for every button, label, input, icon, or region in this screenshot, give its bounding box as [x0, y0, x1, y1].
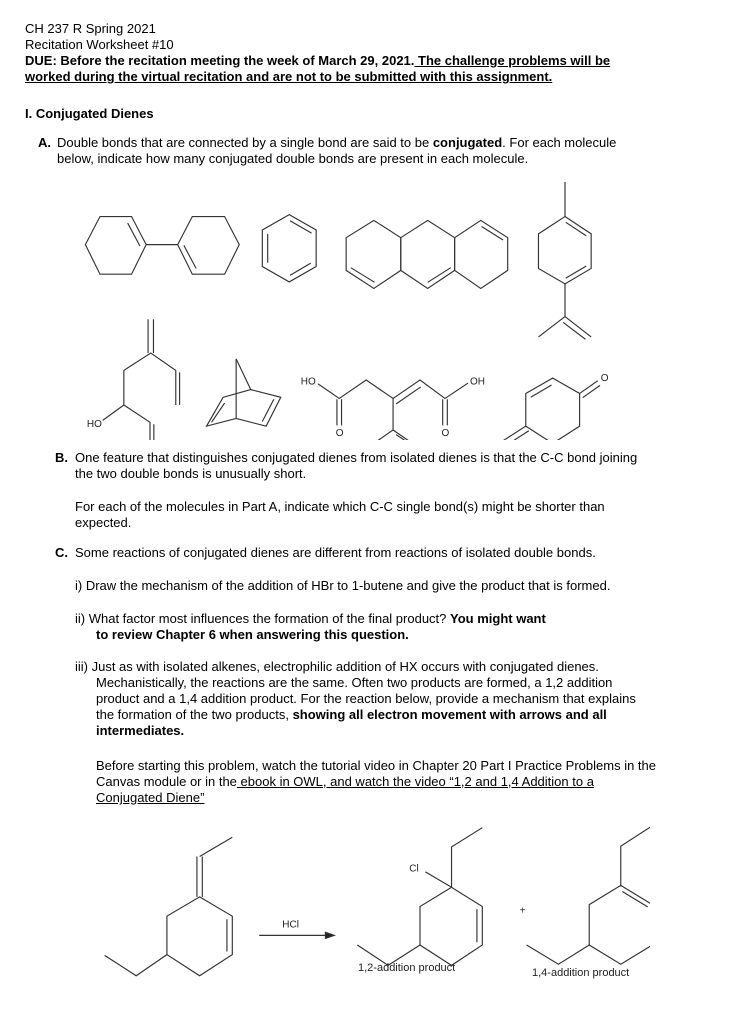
part-b-line3: For each of the molecules in Part A, indicate which C-C single bond(s) might be shorter than — [75, 499, 605, 514]
oxygen-label: O — [600, 372, 609, 384]
part-a-line1 — [57, 135, 616, 151]
molecules-part-a — [70, 180, 670, 440]
chlorine-label: Cl — [409, 863, 419, 875]
question-iii-line1: iii) Just as with isolated alkenes, electrophilic addition of HX occurs with conjugated dienes. — [75, 659, 599, 674]
emphasis: showing all electron movement with arrows and all — [292, 707, 607, 722]
part-b-line2: the two double bonds is unusually short. — [75, 466, 307, 481]
hint: You might want — [450, 611, 546, 626]
question-ii-hint: to review Chapter 6 when answering this question. — [96, 627, 409, 642]
challenge-note-text: worked during the virtual recitation and are not to be submitted with this assignment. — [25, 69, 553, 84]
question-iii-line4 — [96, 707, 607, 723]
part-b-label: B. — [55, 450, 68, 465]
part-b-line1: One feature that distinguishes conjugated dienes from isolated dienes is that the C-C bond joining — [75, 450, 638, 465]
ebook-link[interactable]: ebook in OWL, and watch the video “1,2 and 1,4 Addition to a — [236, 774, 594, 789]
reagent-label: HCl — [282, 919, 299, 931]
text: Double bonds that are connected by a single bond are said to be — [57, 135, 433, 150]
text: . For each molecule — [502, 135, 617, 150]
question-iii-line5: intermediates. — [96, 723, 185, 738]
question-ii — [75, 611, 546, 627]
hydroxyl-label: HO — [300, 376, 316, 388]
text: Canvas module or in the — [96, 774, 237, 789]
challenge-note-2 — [25, 69, 552, 85]
product-2-label: 1,4-addition product — [532, 967, 630, 979]
oxygen-label: O — [335, 427, 344, 439]
term-conjugated: conjugated — [432, 135, 503, 150]
section-title: I. Conjugated Dienes — [25, 106, 154, 121]
note-line2 — [96, 774, 594, 790]
part-b-line4: expected. — [75, 515, 132, 530]
due-line — [25, 53, 610, 69]
video-link[interactable]: Conjugated Diene” — [96, 790, 205, 805]
product-1-label: 1,2-addition product — [358, 962, 456, 974]
worksheet-title: Recitation Worksheet #10 — [25, 37, 174, 52]
plus-sign: + — [519, 905, 526, 917]
question-i: i) Draw the mechanism of the addition of HBr to 1-butene and give the product that is formed. — [75, 578, 611, 593]
question-iii-line3: product and a 1,4 addition product. For the reaction below, provide a mechanism that explains — [96, 691, 636, 706]
text: the formation of the two products, — [96, 707, 293, 722]
due-text: DUE: Before the recitation meeting the week of March 29, 2021. — [25, 53, 415, 68]
question-iii-line2: Mechanistically, the reactions are the same. Often two products are formed, a 1,2 addition — [96, 675, 613, 690]
part-a-line2: below, indicate how many conjugated double bonds are present in each molecule. — [57, 151, 529, 166]
part-a-label: A. — [38, 135, 51, 150]
part-c-line1: Some reactions of conjugated dienes are different from reactions of isolated double bonds. — [75, 545, 596, 560]
part-c-label: C. — [55, 545, 68, 560]
hydroxyl-label: HO — [86, 418, 102, 430]
course-title: CH 237 R Spring 2021 — [25, 21, 156, 36]
text: ii) What factor most influences the formation of the final product? — [75, 611, 451, 626]
hydroxyl-label: OH — [470, 376, 485, 388]
note-line3 — [96, 790, 204, 806]
oxygen-label: O — [441, 427, 450, 439]
note-line1: Before starting this problem, watch the tutorial video in Chapter 20 Part I Practice Problems in the — [96, 758, 656, 773]
challenge-note: The challenge problems will be — [414, 53, 611, 68]
